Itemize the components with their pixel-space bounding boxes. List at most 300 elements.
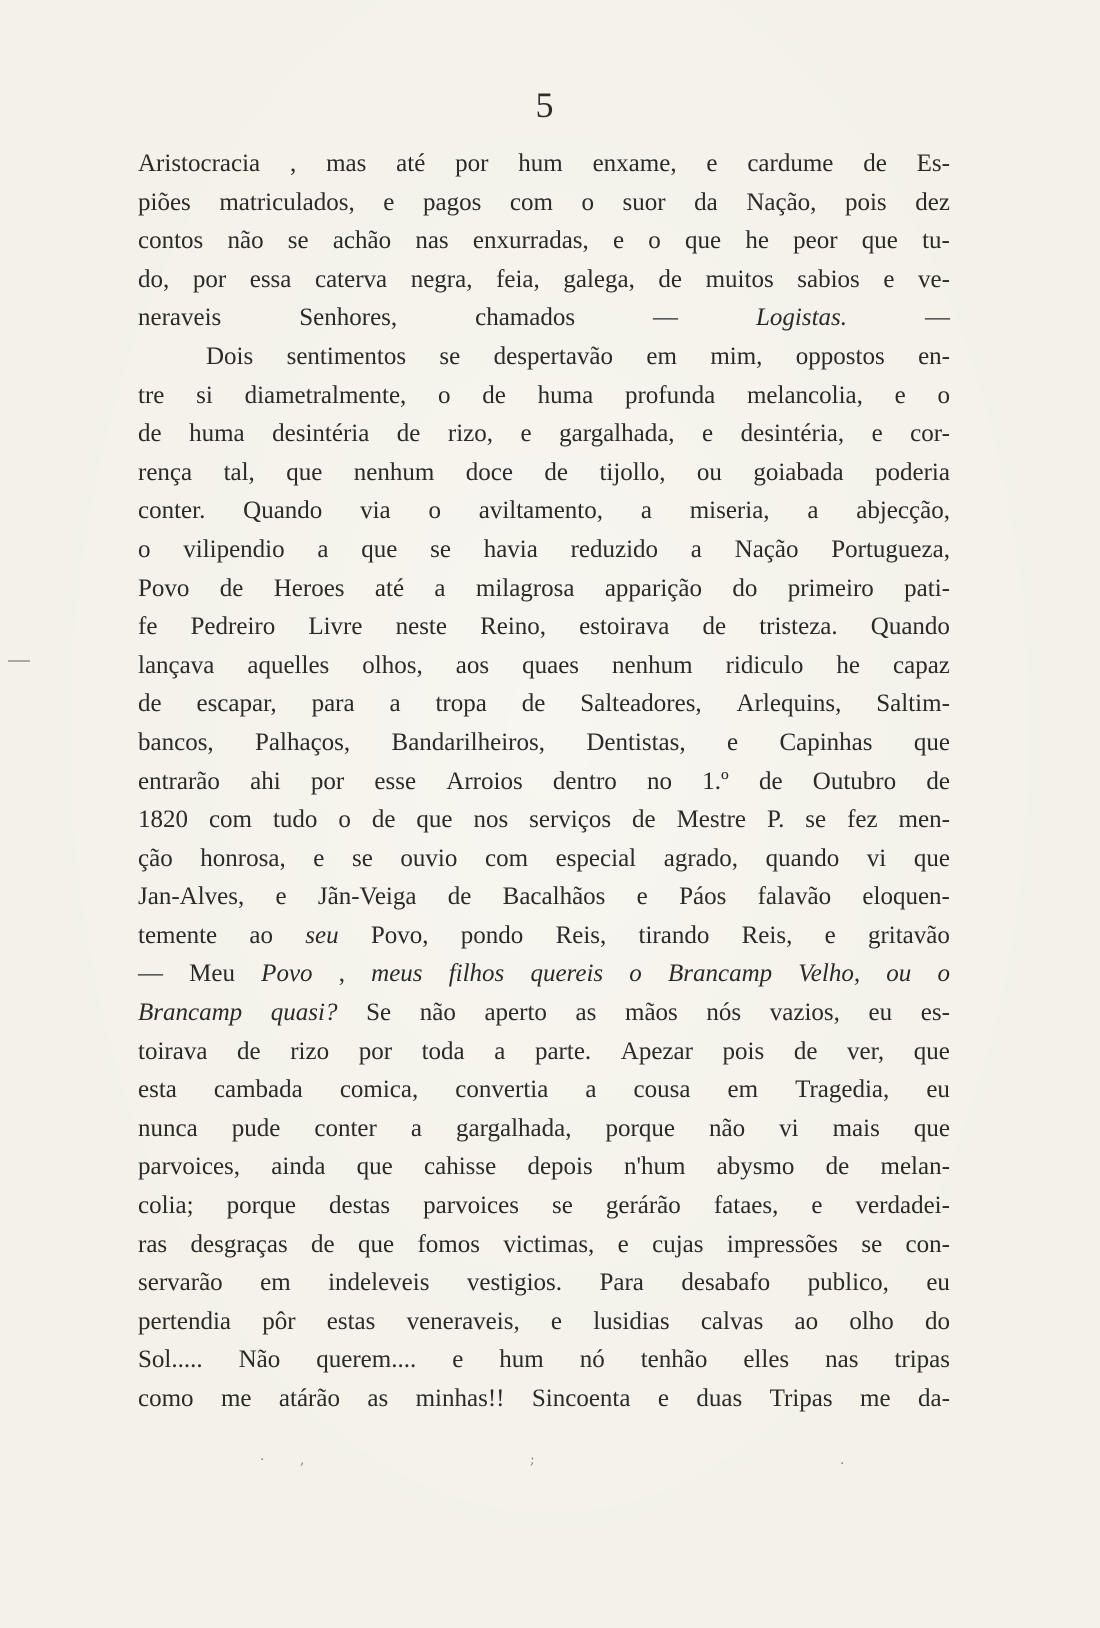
word: goiabada xyxy=(753,458,844,486)
word: quaes xyxy=(522,651,580,679)
text-line xyxy=(138,343,950,382)
word: a xyxy=(317,535,329,563)
word: esta xyxy=(138,1076,177,1104)
text-line xyxy=(138,806,950,845)
word: ou xyxy=(696,458,722,486)
word: nós xyxy=(706,999,742,1027)
word: diametralmente, xyxy=(244,381,407,409)
word: de xyxy=(793,1037,818,1065)
word: que xyxy=(913,1114,950,1142)
text-line xyxy=(138,922,950,961)
text-line xyxy=(138,845,950,884)
word: men- xyxy=(898,806,950,834)
word: que xyxy=(913,728,950,756)
word: da- xyxy=(918,1385,950,1412)
word: quasi? xyxy=(270,999,338,1027)
text-line xyxy=(138,575,950,614)
word: ainda xyxy=(271,1153,326,1181)
word: si xyxy=(196,381,213,409)
word: me xyxy=(220,1385,252,1412)
word: enxame, xyxy=(592,150,677,177)
word: rença xyxy=(138,458,193,486)
word: sabios xyxy=(797,265,860,293)
bottom-ink-specks: · , ; . xyxy=(260,1452,845,1468)
word: que xyxy=(913,844,950,872)
word: pois xyxy=(844,188,887,216)
word: vestigios. xyxy=(466,1269,563,1297)
word: eloquen- xyxy=(862,883,950,911)
word: a xyxy=(434,574,446,602)
word: reduzido xyxy=(570,535,659,563)
word: contos xyxy=(138,227,204,255)
word: tudo xyxy=(272,806,318,834)
word: esse xyxy=(374,767,417,795)
word: em xyxy=(260,1269,291,1297)
word: gargalhada, xyxy=(559,420,675,448)
word: servarão xyxy=(138,1269,223,1297)
word: olho xyxy=(849,1307,894,1335)
word: pude xyxy=(231,1114,281,1142)
word: Reis, xyxy=(741,921,793,949)
word: de xyxy=(544,458,569,486)
word: nenhum xyxy=(612,651,693,679)
text-line xyxy=(138,420,950,459)
word: Quando xyxy=(870,613,950,641)
word: Bacalhãos xyxy=(502,883,606,911)
word: por xyxy=(358,1037,393,1065)
word: com xyxy=(484,844,529,872)
word: e xyxy=(706,150,718,177)
word: o xyxy=(937,381,950,409)
word: pertendia xyxy=(138,1307,232,1335)
word: Páos xyxy=(679,883,727,911)
word: Sol..... xyxy=(138,1346,203,1374)
text-line xyxy=(138,497,950,536)
word: vi xyxy=(779,1114,799,1142)
word: — xyxy=(924,304,950,332)
word: pois xyxy=(722,1037,765,1065)
word: cardume xyxy=(747,150,834,177)
word: olhos, xyxy=(362,651,423,679)
word: suor xyxy=(622,188,666,216)
word: indeleveis xyxy=(328,1269,430,1297)
word: 1820 xyxy=(138,806,188,834)
word: temente xyxy=(138,921,218,949)
text-line xyxy=(138,1385,950,1424)
word: de xyxy=(758,767,783,795)
text-line xyxy=(138,1231,950,1270)
word: Arroios xyxy=(446,767,523,795)
word: dentro xyxy=(552,767,617,795)
word: e xyxy=(894,381,906,409)
word: colia; xyxy=(138,1192,194,1220)
word: se xyxy=(287,227,309,255)
word: gargalhada, xyxy=(456,1114,572,1142)
word: , xyxy=(338,960,345,988)
word: que xyxy=(416,806,453,834)
word: publico, xyxy=(807,1269,889,1297)
text-line xyxy=(138,1153,950,1192)
word: até xyxy=(396,150,426,177)
word: a xyxy=(807,497,819,525)
word: chamados xyxy=(475,304,576,332)
text-line xyxy=(138,1115,950,1154)
word: fomos xyxy=(417,1230,480,1258)
word: desabafo xyxy=(681,1269,771,1297)
word: fataes, xyxy=(713,1192,779,1220)
word: Não xyxy=(238,1346,281,1374)
word: e xyxy=(275,883,287,911)
word: desintéria, xyxy=(740,420,845,448)
word: se xyxy=(861,1230,883,1258)
word: , xyxy=(289,150,297,177)
word: nenhum xyxy=(353,458,435,486)
word: impressões xyxy=(726,1230,838,1258)
body-text xyxy=(138,150,950,1424)
word: calvas xyxy=(700,1307,764,1335)
word: as xyxy=(575,999,597,1027)
word: — xyxy=(138,960,163,988)
word: melancolia, xyxy=(746,381,863,409)
word: para xyxy=(311,690,355,718)
word: o xyxy=(629,960,642,988)
text-line xyxy=(138,652,950,691)
word: Pedreiro xyxy=(190,613,276,641)
word: porque xyxy=(605,1114,675,1142)
text-line xyxy=(138,304,950,343)
word: Nação xyxy=(734,535,799,563)
word: eu xyxy=(926,1076,950,1104)
word: o xyxy=(428,497,441,525)
word: de xyxy=(632,806,656,834)
word: Capinhas xyxy=(779,728,873,756)
word: — xyxy=(653,304,679,332)
word: estas xyxy=(326,1307,376,1335)
word: Palhaços, xyxy=(255,728,351,756)
word: ouvio xyxy=(400,844,458,872)
word: e xyxy=(883,265,895,293)
word: e xyxy=(702,420,714,448)
word: abysmo xyxy=(716,1153,795,1181)
word: da xyxy=(694,188,718,216)
word: cahisse xyxy=(424,1153,497,1181)
word: Tragedia, xyxy=(795,1076,890,1104)
page-number: 5 xyxy=(535,85,555,125)
word: e xyxy=(871,420,883,448)
word: de xyxy=(521,690,546,718)
word: nos xyxy=(473,806,509,834)
word: tropa xyxy=(435,690,487,718)
word: neste xyxy=(395,613,447,641)
word: tristeza. xyxy=(759,613,838,641)
word: a xyxy=(494,1037,506,1065)
word: mas xyxy=(326,150,367,177)
word: convertia xyxy=(455,1076,549,1104)
word: lusidias xyxy=(593,1307,670,1335)
word: tu- xyxy=(922,227,950,255)
word: pati- xyxy=(904,574,950,602)
word: gritavão xyxy=(867,921,950,949)
word: duas xyxy=(696,1385,743,1412)
word: tirando xyxy=(638,921,710,949)
word: Tripas xyxy=(769,1385,833,1412)
word: aos xyxy=(455,651,490,679)
word: ao xyxy=(794,1307,819,1335)
word: de xyxy=(702,613,727,641)
word: ridiculo xyxy=(725,651,804,679)
word: Aristocracia xyxy=(138,150,261,177)
word: cujas xyxy=(652,1230,704,1258)
word: que xyxy=(861,227,898,255)
word: especial xyxy=(555,844,637,872)
word: não xyxy=(708,1114,746,1142)
word: honrosa, xyxy=(200,844,286,872)
word: de xyxy=(219,574,244,602)
word: de xyxy=(863,150,887,177)
word: havia xyxy=(483,535,538,563)
word: Salteadores, xyxy=(580,690,702,718)
margin-mark xyxy=(8,660,30,662)
word: até xyxy=(374,574,405,602)
word: Povo, xyxy=(370,921,429,949)
word: se xyxy=(805,806,827,834)
word: o xyxy=(648,227,661,255)
word: se xyxy=(439,342,461,370)
word: depois xyxy=(527,1153,593,1181)
word: Es- xyxy=(916,150,950,177)
word: milagrosa xyxy=(475,574,575,602)
word: Meu xyxy=(189,960,235,988)
word: e xyxy=(824,921,836,949)
text-line xyxy=(138,536,950,575)
text-line xyxy=(138,999,950,1038)
word: Outubro xyxy=(812,767,897,795)
text-line xyxy=(138,960,950,999)
word: vilipendio xyxy=(183,535,285,563)
word: n'hum xyxy=(623,1153,686,1181)
word: por xyxy=(455,150,489,177)
word: que xyxy=(913,1037,950,1065)
word: ver, xyxy=(847,1037,885,1065)
word: parvoices, xyxy=(138,1153,241,1181)
word: que xyxy=(286,458,323,486)
word: huma xyxy=(537,381,594,409)
word: he xyxy=(745,227,769,255)
word: e xyxy=(452,1346,464,1374)
word: porque xyxy=(226,1192,296,1220)
word: Logistas. xyxy=(755,304,847,332)
word: serviços xyxy=(529,806,612,834)
word: nas xyxy=(825,1346,859,1374)
word: falavão xyxy=(757,883,832,911)
text-line xyxy=(138,227,950,266)
word: as xyxy=(367,1385,389,1412)
word: mais xyxy=(832,1114,880,1142)
word: a xyxy=(690,535,702,563)
word: que xyxy=(356,1153,393,1181)
word: victimas, xyxy=(503,1230,595,1258)
word: me xyxy=(860,1385,891,1412)
word: o xyxy=(338,806,351,834)
word: do, xyxy=(138,265,170,293)
word: despertavão xyxy=(493,342,614,370)
word: entrarão xyxy=(138,767,220,795)
word: pondo xyxy=(460,921,524,949)
word: negra, xyxy=(410,265,473,293)
word: profunda xyxy=(624,381,716,409)
word: a xyxy=(410,1114,422,1142)
word: pôr xyxy=(262,1307,296,1335)
word: aperto xyxy=(484,999,547,1027)
word: vi xyxy=(866,844,887,872)
word: de xyxy=(396,420,421,448)
text-line xyxy=(138,1038,950,1077)
word: eu xyxy=(868,999,893,1027)
word: Brancamp xyxy=(667,960,773,988)
word: destas xyxy=(329,1192,391,1220)
word: capaz xyxy=(893,651,950,679)
word: de xyxy=(237,1037,261,1065)
word: Jan-Alves, xyxy=(138,883,245,911)
word: comica, xyxy=(339,1076,419,1104)
word: en- xyxy=(918,342,950,370)
text-line xyxy=(138,1192,950,1231)
word: nas xyxy=(415,227,449,255)
word: quereis xyxy=(530,960,604,988)
word: de xyxy=(482,381,506,409)
word: e xyxy=(726,728,739,756)
word: rizo xyxy=(290,1037,330,1065)
word: meus xyxy=(371,960,423,988)
word: Jãn-Veiga xyxy=(317,883,417,911)
text-line xyxy=(138,1346,950,1385)
word: melan- xyxy=(880,1153,950,1181)
word: Dentistas, xyxy=(586,728,686,756)
word: oppostos xyxy=(795,342,885,370)
text-line xyxy=(138,729,950,768)
word: Dois xyxy=(206,342,254,370)
text-line xyxy=(138,459,950,498)
word: Para xyxy=(599,1269,644,1297)
word: matriculados, xyxy=(219,188,355,216)
word: de xyxy=(825,1153,850,1181)
word: estoirava xyxy=(579,613,670,641)
word: Apezar xyxy=(620,1037,693,1065)
word: conter xyxy=(314,1114,377,1142)
word: como xyxy=(138,1385,194,1412)
word: com xyxy=(509,188,553,216)
word: e xyxy=(811,1192,823,1220)
word: Reis, xyxy=(555,921,607,949)
text-line xyxy=(138,189,950,228)
word: seu xyxy=(305,921,339,949)
word: veneraveis, xyxy=(406,1307,520,1335)
word: hum xyxy=(518,150,563,177)
word: toirava xyxy=(138,1037,208,1065)
word: primeiro xyxy=(787,574,874,602)
word: fez xyxy=(847,806,878,834)
word: que xyxy=(685,227,722,255)
word: atárão xyxy=(278,1385,340,1412)
word: aquelles xyxy=(247,651,330,679)
word: cambada xyxy=(213,1076,303,1104)
word: de xyxy=(658,265,683,293)
word: querem.... xyxy=(316,1346,417,1374)
word: parvoices xyxy=(423,1192,519,1220)
word: quando xyxy=(765,844,840,872)
text-line xyxy=(138,150,950,189)
word: es- xyxy=(920,999,950,1027)
text-line xyxy=(138,613,950,652)
word: por xyxy=(192,265,227,293)
word: o xyxy=(138,535,151,563)
word: e xyxy=(383,188,395,216)
word: he xyxy=(836,651,860,679)
word: mim, xyxy=(710,342,763,370)
word: de xyxy=(138,690,162,718)
word: ao xyxy=(249,921,274,949)
word: ção xyxy=(138,844,173,872)
word: doce xyxy=(465,458,513,486)
word: Portugueza, xyxy=(831,535,950,563)
word: Livre xyxy=(308,613,363,641)
word: Povo xyxy=(261,960,313,988)
word: e xyxy=(550,1307,563,1335)
word: Se xyxy=(366,999,392,1027)
word: eu xyxy=(926,1269,950,1297)
word: a xyxy=(585,1076,597,1104)
word: Reino, xyxy=(480,613,547,641)
word: lançava xyxy=(138,651,215,679)
word: via xyxy=(360,497,391,525)
word: Quando xyxy=(243,497,323,525)
word: e xyxy=(612,227,625,255)
word: Povo xyxy=(138,574,190,602)
word: hum xyxy=(499,1346,544,1374)
word: de xyxy=(311,1230,335,1258)
word: no xyxy=(647,767,672,795)
text-line xyxy=(138,1076,950,1115)
word: se xyxy=(551,1192,573,1220)
word: ou xyxy=(886,960,912,988)
word: feia, xyxy=(496,265,540,293)
word: a xyxy=(640,497,652,525)
word: cousa xyxy=(633,1076,691,1104)
word: o xyxy=(438,381,451,409)
word: bancos, xyxy=(138,728,214,756)
word: Brancamp xyxy=(138,999,243,1027)
word: de xyxy=(447,883,472,911)
word: e xyxy=(617,1230,629,1258)
word: 1.º xyxy=(702,767,729,795)
word: fe xyxy=(138,613,158,641)
word: de xyxy=(371,806,396,834)
word: mãos xyxy=(625,999,678,1027)
word: em xyxy=(727,1076,759,1104)
word: de xyxy=(926,767,950,795)
word: e xyxy=(520,420,532,448)
word: ve- xyxy=(918,265,950,293)
word: dez xyxy=(915,188,950,216)
word: verdadei- xyxy=(855,1192,950,1220)
word: Sincoenta xyxy=(531,1385,631,1412)
word: do xyxy=(732,574,758,602)
word: tre xyxy=(138,381,165,409)
word: do xyxy=(924,1307,950,1335)
word: toda xyxy=(421,1037,465,1065)
word: conter. xyxy=(138,497,206,525)
word: apparição xyxy=(604,574,702,602)
